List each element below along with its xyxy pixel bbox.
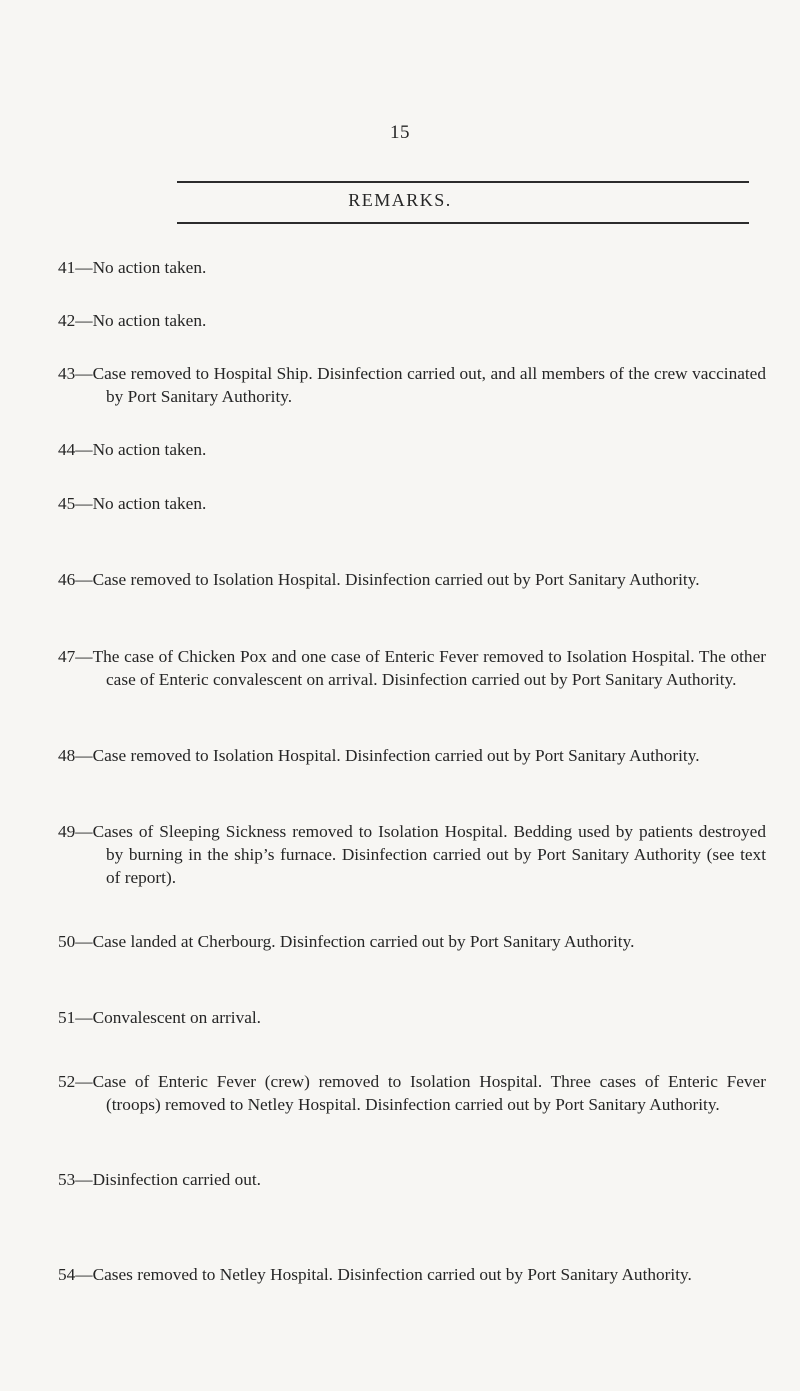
remark-44	[58, 438, 766, 461]
remark-number: 41—	[58, 258, 93, 277]
remark-number: 54—	[58, 1265, 93, 1284]
remark-text: No action taken.	[92, 258, 207, 277]
remark-number: 47—	[58, 647, 93, 666]
remark-46	[58, 568, 766, 591]
remark-52	[58, 1070, 766, 1116]
remark-text: Disinfection carried out.	[92, 1170, 261, 1189]
remark-43	[58, 362, 766, 408]
remark-48	[58, 744, 766, 767]
remark-number: 48—	[58, 746, 93, 765]
remark-text: Cases removed to Netley Hospital. Disinfection carried out by Port Sanitary Authority.	[92, 1265, 692, 1284]
remark-number: 44—	[58, 440, 93, 459]
remark-number: 52—	[58, 1072, 93, 1091]
remark-number: 43—	[58, 364, 93, 383]
remark-text: Case removed to Hospital Ship. Disinfection carried out, and all members of the crew vaccinated by Port Sanitary Authority.	[92, 364, 766, 406]
remark-number: 49—	[58, 822, 93, 841]
remark-41	[58, 256, 766, 279]
remark-number: 42—	[58, 311, 93, 330]
remark-text: Case landed at Cherbourg. Disinfection carried out by Port Sanitary Authority.	[92, 932, 635, 951]
remark-54	[58, 1263, 766, 1286]
remark-51	[58, 1006, 766, 1029]
heading-rule-bottom	[177, 222, 749, 224]
remark-number: 50—	[58, 932, 93, 951]
remark-45	[58, 492, 766, 515]
page-number: 15	[390, 122, 410, 143]
remark-42	[58, 309, 766, 332]
remark-text: Case removed to Isolation Hospital. Disinfection carried out by Port Sanitary Authority.	[92, 746, 700, 765]
remark-number: 51—	[58, 1008, 93, 1027]
remark-text: The case of Chicken Pox and one case of Enteric Fever removed to Isolation Hospital. The other case of Enteric convalescent on arrival. Disinfection carried out by Port Sanitary Authority.	[92, 647, 766, 689]
remark-number: 53—	[58, 1170, 93, 1189]
remark-text: No action taken.	[92, 494, 207, 513]
remark-49	[58, 820, 766, 889]
remark-number: 45—	[58, 494, 93, 513]
remark-53	[58, 1168, 766, 1191]
page-heading: REMARKS.	[348, 190, 452, 210]
remark-number: 46—	[58, 570, 93, 589]
remark-text: Convalescent on arrival.	[92, 1008, 261, 1027]
remark-text: Case of Enteric Fever (crew) removed to Isolation Hospital. Three cases of Enteric Fever (troops) removed to Netley Hospital. Disinfection carried out by Port Sanitary Authority.	[92, 1072, 766, 1114]
remark-text: Case removed to Isolation Hospital. Disinfection carried out by Port Sanitary Authority.	[92, 570, 700, 589]
remark-47	[58, 645, 766, 691]
remark-50	[58, 930, 766, 953]
remark-text: No action taken.	[92, 311, 207, 330]
remark-text: Cases of Sleeping Sickness removed to Isolation Hospital. Bedding used by patients destroyed by burning in the ship’s furnace. Disinfection carried out by Port Sanitary Authority (see text of report).	[92, 822, 766, 887]
remark-text: No action taken.	[92, 440, 207, 459]
heading-rule-top	[177, 181, 749, 183]
